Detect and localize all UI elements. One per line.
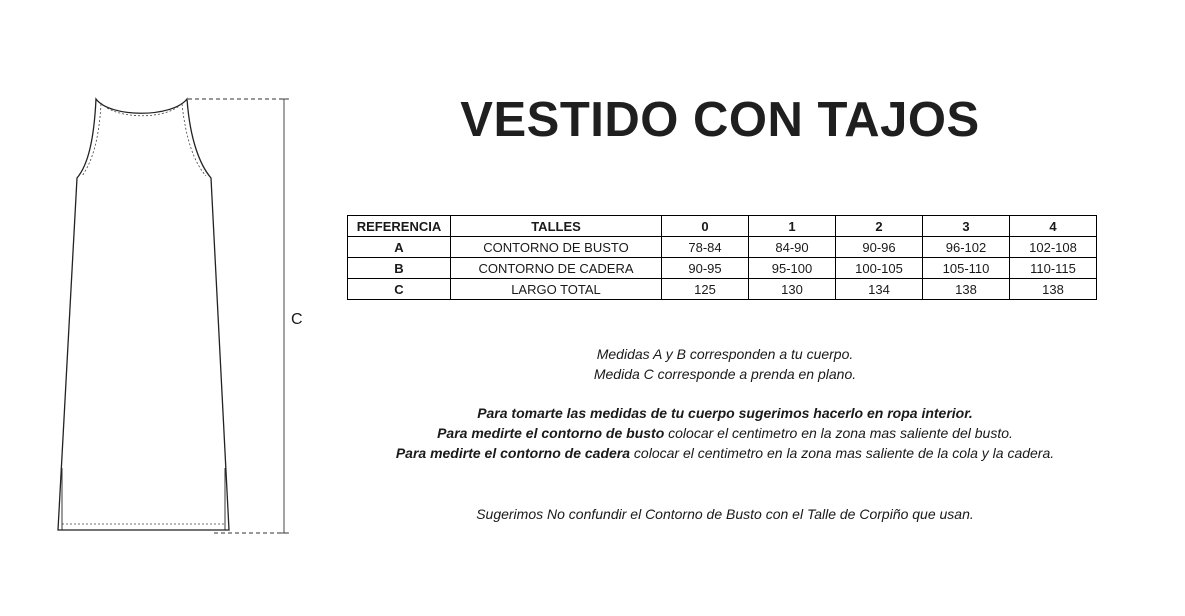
table-cell: 96-102 [923,237,1010,258]
measurement-notes [360,344,1090,384]
header-referencia: REFERENCIA [348,216,451,237]
header-size-2: 2 [836,216,923,237]
note-line-6: Sugerimos No confundir el Contorno de Busto con el Talle de Corpiño que usan. [476,506,974,522]
dress-sketch [0,0,340,616]
note-line-3: Para tomarte las medidas de tu cuerpo sugerimos hacerlo en ropa interior. [477,405,973,421]
table-cell: 95-100 [749,258,836,279]
table-header-row [348,216,1097,237]
header-size-3: 3 [923,216,1010,237]
table-cell: 90-95 [662,258,749,279]
bra-size-warning [360,504,1090,524]
table-row [348,279,1097,300]
header-size-4: 4 [1010,216,1097,237]
note-line-5: Para medirte el contorno de cadera colocar el centimetro en la zona mas saliente de la cola y la cadera. [395,445,1055,461]
table-cell: 90-96 [836,237,923,258]
table-cell: 134 [836,279,923,300]
table-cell: 84-90 [749,237,836,258]
dress-outline [58,99,229,530]
header-size-1: 1 [749,216,836,237]
table-cell: 102-108 [1010,237,1097,258]
table-cell: 125 [662,279,749,300]
table-row [348,237,1097,258]
note-line-1: Medidas A y B corresponden a tu cuerpo. [596,346,854,362]
row-ref: B [348,258,451,279]
dimension-label-c: C [291,311,303,328]
row-label: CONTORNO DE BUSTO [451,237,662,258]
size-table [347,215,1097,300]
table-cell: 130 [749,279,836,300]
table-cell: 78-84 [662,237,749,258]
measuring-instructions [360,403,1090,463]
header-size-0: 0 [662,216,749,237]
table-cell: 105-110 [923,258,1010,279]
row-label: CONTORNO DE CADERA [451,258,662,279]
row-ref: A [348,237,451,258]
table-row [348,258,1097,279]
note-line-4: Para medirte el contorno de busto colocar el centimetro en la zona mas saliente del busto. [437,425,1013,441]
header-talles: TALLES [451,216,662,237]
note-line-2: Medida C corresponde a prenda en plano. [593,366,857,382]
row-label: LARGO TOTAL [451,279,662,300]
table-cell: 138 [1010,279,1097,300]
page-title: VESTIDO CON TAJOS [460,93,980,147]
row-ref: C [348,279,451,300]
table-cell: 110-115 [1010,258,1097,279]
table-cell: 100-105 [836,258,923,279]
table-cell: 138 [923,279,1010,300]
